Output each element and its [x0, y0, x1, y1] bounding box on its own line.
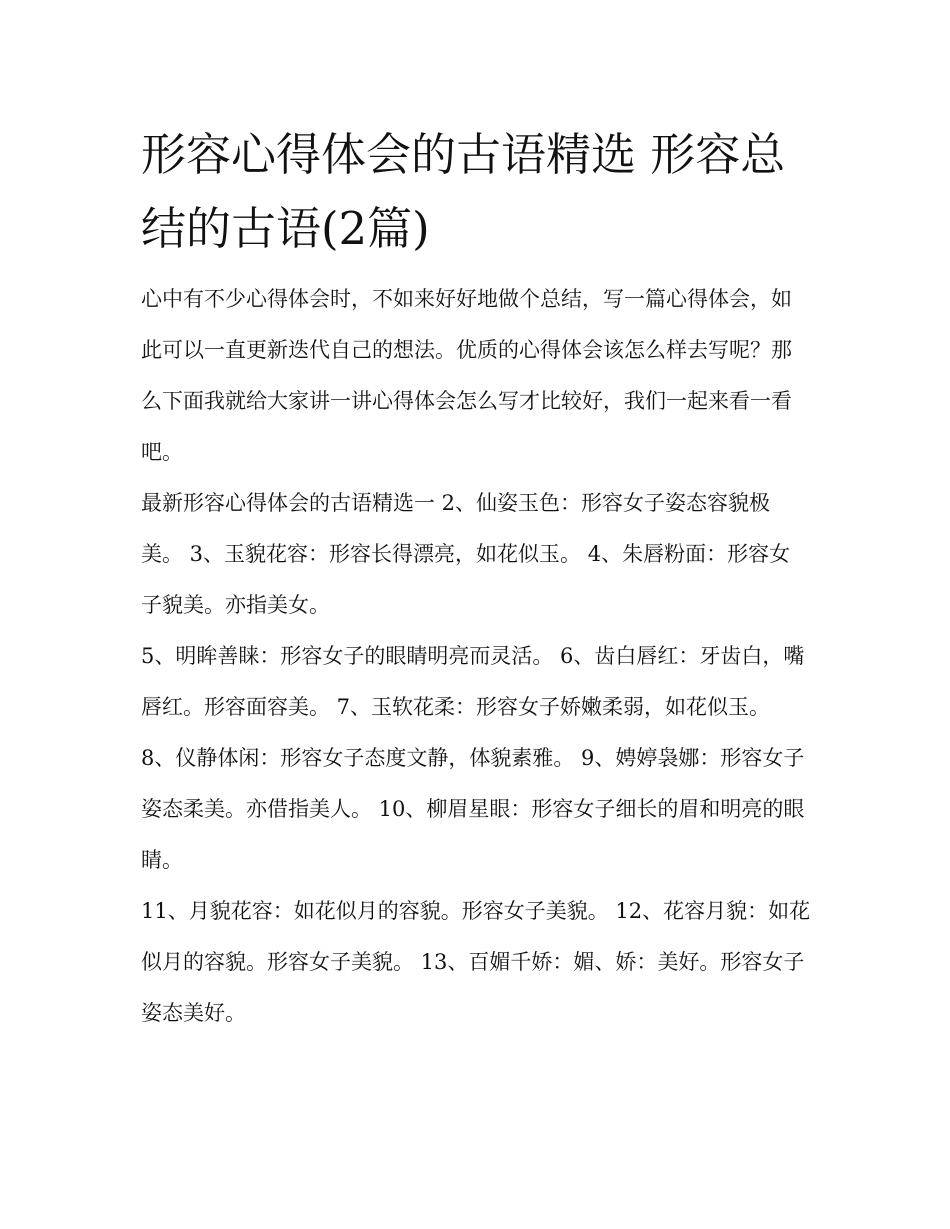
paragraph-intro: 心中有不少心得体会时，不如来好好地做个总结，写一篇心得体会，如此可以一直更新迭代自己的想法。优质的心得体会该怎么样去写呢？那么下面我就给大家讲一讲心得体会怎么写才比较好，我们一起来看一看吧。 — [141, 287, 792, 464]
paragraph-item-2-4: 最新形容心得体会的古语精选一 2、仙姿玉色：形容女子姿态容貌极美。 3、玉貌花容：形容长得漂亮，如花似玉。 4、朱唇粉面：形容女子貌美。亦指美女。 — [141, 491, 791, 617]
document-body — [141, 274, 811, 1039]
paragraph-item-5-7: 5、明眸善睐：形容女子的眼睛明亮而灵活。 6、齿白唇红：牙齿白，嘴唇红。形容面容美。 7、玉软花柔：形容女子娇嫩柔弱，如花似玉。 — [141, 644, 805, 719]
document-title: 形容心得体会的古语精选 形容总结的古语(2篇) — [141, 128, 786, 255]
document-page — [141, 118, 811, 1039]
paragraph-item-8-10: 8、仪静体闲：形容女子态度文静，体貌素雅。 9、娉婷袅娜：形容女子姿态柔美。亦借指美人。 10、柳眉星眼：形容女子细长的眉和明亮的眼睛。 — [141, 746, 805, 872]
paragraph-item-11-13: 11、月貌花容：如花似月的容貌。形容女子美貌。 12、花容月貌：如花似月的容貌。形容女子美貌。 13、百媚千娇：媚、娇：美好。形容女子姿态美好。 — [141, 899, 811, 1025]
